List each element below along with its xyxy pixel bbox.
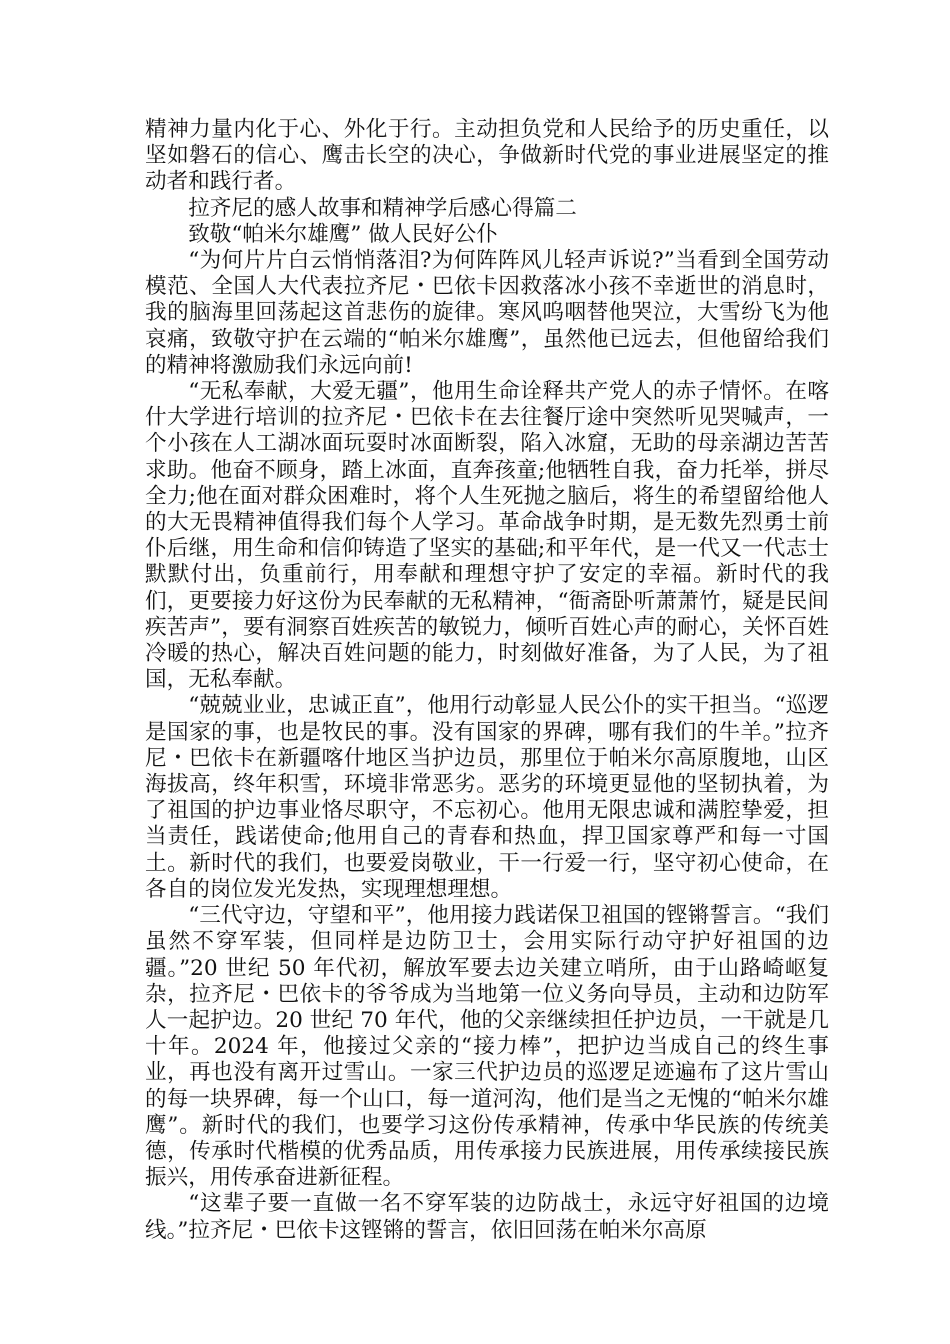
body-paragraph: “为何片片白云悄悄落泪?为何阵阵风儿轻声诉说?”当看到全国劳动模范、全国人大代表拉齐尼・巴依卡因救落冰小孩不幸逝世的消息时，我的脑海里回荡起这首悲伤的旋律。寒风呜咽替他哭泣，大雪纷飞为他哀痛，致敬守护在云端的“帕米尔雄鹰”，虽然他已远去，但他留给我们的精神将激励我们永远向前! bbox=[145, 248, 829, 378]
body-paragraph: “三代守边，守望和平”，他用接力践诺保卫祖国的铿锵誓言。“我们虽然不穿军装，但同样是边防卫士，会用实际行动守护好祖国的边疆。”20 世纪 50 年代初，解放军要去边关建立哨所，由于山路崎岖复杂，拉齐尼・巴依卡的爷爷成为当地第一位义务向导员，主动和边防军人一起护边。20 世纪 70 年代，他的父亲继续担任护边员，一干就是几十年。2024 年，他接过父亲的“接力棒”，把护边当成自己的终生事业，再也没有离开过雪山。一家三代护边员的巡逻足迹遍布了这片雪山的每一块界碑，每一个山口，每一道河沟，他们是当之无愧的“帕米尔雄鹰”。新时代的我们，也要学习这份传承精神，传承中华民族的传统美德，传承时代楷模的优秀品质，用传承接力民族进展，用传承续接民族振兴，用传承奋进新征程。 bbox=[145, 903, 829, 1191]
body-paragraph: “兢兢业业，忠诚正直”，他用行动彰显人民公仆的实干担当。“巡逻是国家的事，也是牧民的事。没有国家的界碑，哪有我们的牛羊。”拉齐尼・巴依卡在新疆喀什地区当护边员，那里位于帕米尔高原腹地，山区海拔高，终年积雪，环境非常恶劣。恶劣的环境更显他的坚韧执着，为了祖国的护边事业恪尽职守，不忘初心。他用无限忠诚和满腔挚爱，担当责任，践诺使命;他用自己的青春和热血，捍卫国家尊严和每一寸国土。新时代的我们，也要爱岗敬业，干一行爱一行，坚守初心使命，在各自的岗位发光发热，实现理想理想。 bbox=[145, 693, 829, 902]
body-paragraph: “这辈子要一直做一名不穿军装的边防战士，永远守好祖国的边境线。”拉齐尼・巴依卡这铿锵的誓言，依旧回荡在帕米尔高原 bbox=[145, 1191, 829, 1243]
section-heading: 拉齐尼的感人故事和精神学后感心得篇二 bbox=[188, 195, 577, 221]
document-page bbox=[145, 117, 829, 1244]
article-title: 致敬“帕米尔雄鹰” 做人民好公仆 bbox=[188, 221, 498, 247]
body-paragraph: “无私奉献，大爱无疆”，他用生命诠释共产党人的赤子情怀。在喀什大学进行培训的拉齐尼・巴依卡在去往餐厅途中突然听见哭喊声，一个小孩在人工湖冰面玩耍时冰面断裂，陷入冰窟，无助的母亲湖边苦苦求助。他奋不顾身，踏上冰面，直奔孩童;他牺牲自我，奋力托举，拼尽全力;他在面对群众困难时，将个人生死抛之脑后，将生的希望留给他人的大无畏精神值得我们每个人学习。革命战争时期，是无数先烈勇士前仆后继，用生命和信仰铸造了坚实的基础;和平年代，是一代又一代志士默默付出，负重前行，用奉献和理想守护了安定的幸福。新时代的我们，更要接力好这份为民奉献的无私精神，“衙斋卧听萧萧竹，疑是民间疾苦声”，要有洞察百姓疾苦的敏锐力，倾听百姓心声的耐心，关怀百姓冷暖的热心，解决百姓问题的能力，时刻做好准备，为了人民，为了祖国，无私奉献。 bbox=[145, 379, 829, 693]
body-paragraph: 精神力量内化于心、外化于行。主动担负党和人民给予的历史重任，以坚如磐石的信心、鹰击长空的决心，争做新时代党的事业进展坚定的推动者和践行者。 bbox=[145, 117, 829, 195]
